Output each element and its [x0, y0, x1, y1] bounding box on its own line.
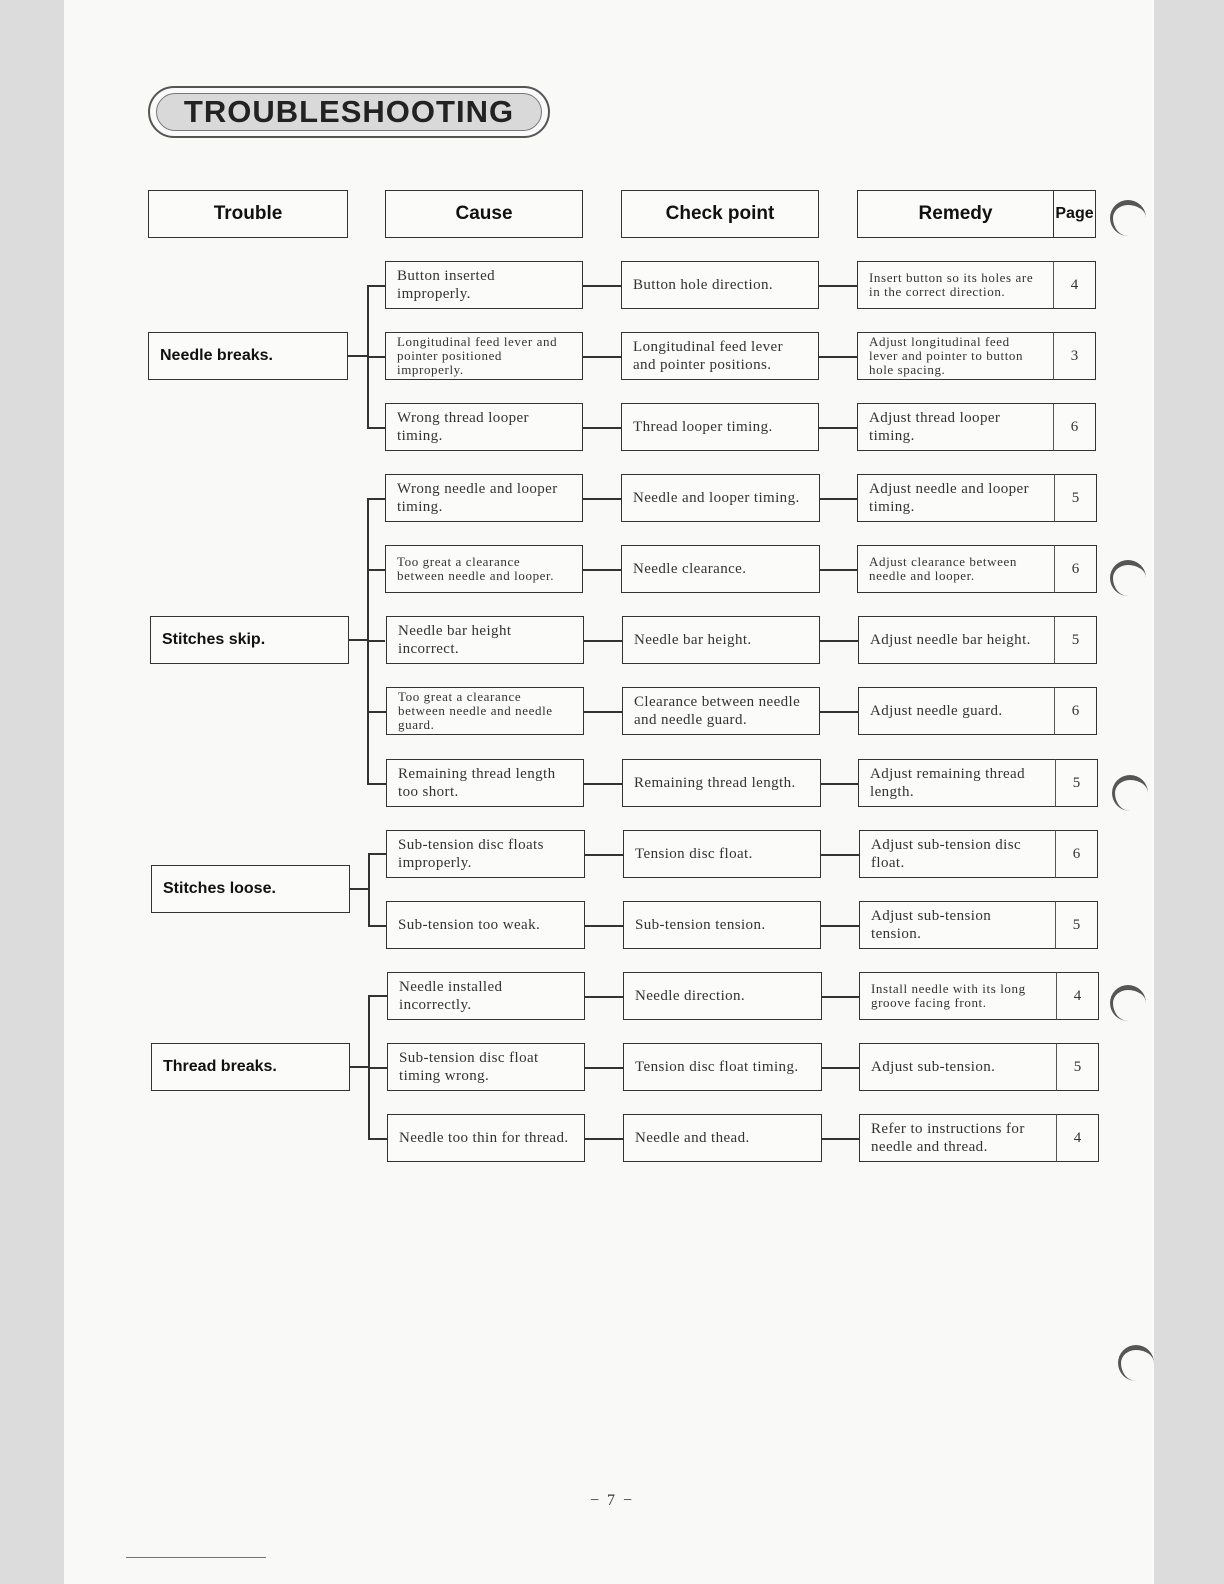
connector	[367, 783, 386, 785]
connector	[820, 711, 858, 713]
cause-box: Sub-tension disc float timing wrong.	[387, 1043, 585, 1091]
cause-box: Too great a clearance between needle and looper.	[385, 545, 583, 593]
page-ref: 5	[1054, 474, 1097, 522]
check-point-box: Needle clearance.	[621, 545, 820, 593]
page-number: − 7 −	[589, 1492, 635, 1509]
connector	[367, 285, 385, 287]
scan-mark	[126, 1557, 266, 1558]
check-point-box: Thread looper timing.	[621, 403, 819, 451]
connector	[367, 640, 385, 642]
remedy-box: Adjust sub-tension disc float.	[859, 830, 1056, 878]
check-point-box: Needle and looper timing.	[621, 474, 820, 522]
connector	[367, 356, 385, 358]
check-point-box: Tension disc float.	[623, 830, 821, 878]
trouble-thread-breaks: Thread breaks.	[151, 1043, 350, 1091]
connector	[583, 356, 621, 358]
trouble-stitches-skip: Stitches skip.	[150, 616, 349, 664]
bracket	[368, 853, 370, 925]
header-trouble: Trouble	[148, 190, 348, 238]
header-cause: Cause	[385, 190, 583, 238]
connector	[349, 639, 368, 641]
connector	[820, 498, 857, 500]
remedy-box: Adjust needle guard.	[858, 687, 1055, 735]
connector	[821, 854, 859, 856]
connector	[819, 356, 857, 358]
cause-box: Button inserted improperly.	[385, 261, 583, 309]
cause-box: Wrong thread looper timing.	[385, 403, 583, 451]
remedy-box: Adjust sub-tension.	[859, 1043, 1057, 1091]
connector	[348, 355, 368, 357]
connector	[583, 569, 621, 571]
page-ref: 3	[1053, 332, 1096, 380]
connector	[585, 1067, 623, 1069]
connector	[819, 427, 857, 429]
connector	[368, 1067, 387, 1069]
cause-box: Sub-tension too weak.	[386, 901, 585, 949]
check-point-box: Needle bar height.	[622, 616, 820, 664]
check-point-box: Button hole direction.	[621, 261, 819, 309]
connector	[584, 783, 623, 785]
header-page: Page	[1053, 190, 1096, 238]
page-ref: 4	[1056, 972, 1099, 1020]
page-ref: 4	[1056, 1114, 1099, 1162]
page-ref: 5	[1054, 616, 1097, 664]
remedy-box: Adjust thread looper timing.	[857, 403, 1054, 451]
cause-box: Too great a clearance between needle and needle guard.	[386, 687, 584, 735]
connector	[583, 498, 621, 500]
trouble-needle-breaks: Needle breaks.	[148, 332, 348, 380]
page-ref: 6	[1054, 545, 1097, 593]
page-ref: 5	[1055, 759, 1098, 807]
check-point-box: Sub-tension tension.	[623, 901, 821, 949]
page-title: TROUBLESHOOTING	[183, 94, 515, 129]
connector	[368, 1138, 387, 1140]
binder-hole-icon	[1112, 775, 1148, 811]
page-ref: 5	[1055, 901, 1098, 949]
page-ref: 6	[1054, 687, 1097, 735]
connector	[368, 853, 386, 855]
check-point-box: Longitudinal feed lever and pointer positions.	[621, 332, 819, 380]
page-ref: 4	[1053, 261, 1096, 309]
check-point-box: Needle and thead.	[623, 1114, 822, 1162]
check-point-box: Tension disc float timing.	[623, 1043, 822, 1091]
connector	[820, 640, 858, 642]
header-remedy: Remedy	[857, 190, 1054, 238]
connector	[584, 640, 622, 642]
remedy-box: Insert button so its holes are in the correct direction.	[857, 261, 1054, 309]
connector	[583, 285, 621, 287]
connector	[822, 1138, 859, 1140]
check-point-box: Needle direction.	[623, 972, 822, 1020]
remedy-box: Adjust longitudinal feed lever and pointer to button hole spacing.	[857, 332, 1054, 380]
connector	[350, 1066, 369, 1068]
cause-box: Longitudinal feed lever and pointer positioned improperly.	[385, 332, 583, 380]
page-ref: 6	[1053, 403, 1096, 451]
cause-box: Wrong needle and looper timing.	[385, 474, 583, 522]
connector	[368, 995, 387, 997]
connector	[585, 996, 623, 998]
page-ref: 5	[1056, 1043, 1099, 1091]
connector	[367, 569, 385, 571]
connector	[821, 925, 859, 927]
cause-box: Sub-tension disc floats improperly.	[386, 830, 585, 878]
remedy-box: Adjust needle bar height.	[858, 616, 1055, 664]
remedy-box: Adjust remaining thread length.	[858, 759, 1056, 807]
connector	[822, 996, 859, 998]
connector	[367, 427, 385, 429]
binder-hole-icon	[1118, 1345, 1154, 1381]
connector	[368, 925, 386, 927]
trouble-stitches-loose: Stitches loose.	[151, 865, 350, 913]
remedy-box: Adjust clearance between needle and looper.	[857, 545, 1055, 593]
remedy-box: Adjust needle and looper timing.	[857, 474, 1055, 522]
cause-box: Needle too thin for thread.	[387, 1114, 585, 1162]
connector	[584, 711, 622, 713]
cause-box: Needle bar height incorrect.	[386, 616, 584, 664]
cause-box: Remaining thread length too short.	[386, 759, 584, 807]
connector	[819, 285, 857, 287]
binder-hole-icon	[1110, 200, 1146, 236]
connector	[583, 427, 621, 429]
remedy-box: Refer to instructions for needle and thread.	[859, 1114, 1057, 1162]
remedy-box: Adjust sub-tension tension.	[859, 901, 1056, 949]
connector	[820, 569, 857, 571]
page-ref: 6	[1055, 830, 1098, 878]
connector	[585, 1138, 623, 1140]
connector	[350, 888, 369, 890]
binder-hole-icon	[1110, 985, 1146, 1021]
connector	[585, 925, 623, 927]
connector	[822, 1067, 859, 1069]
connector	[367, 498, 385, 500]
check-point-box: Clearance between needle and needle guard.	[622, 687, 820, 735]
connector	[821, 783, 858, 785]
remedy-box: Install needle with its long groove facing front.	[859, 972, 1057, 1020]
connector	[367, 711, 386, 713]
connector	[585, 854, 623, 856]
header-check-point: Check point	[621, 190, 819, 238]
title-banner	[148, 86, 550, 138]
binder-hole-icon	[1110, 560, 1146, 596]
cause-box: Needle installed incorrectly.	[387, 972, 585, 1020]
check-point-box: Remaining thread length.	[622, 759, 821, 807]
